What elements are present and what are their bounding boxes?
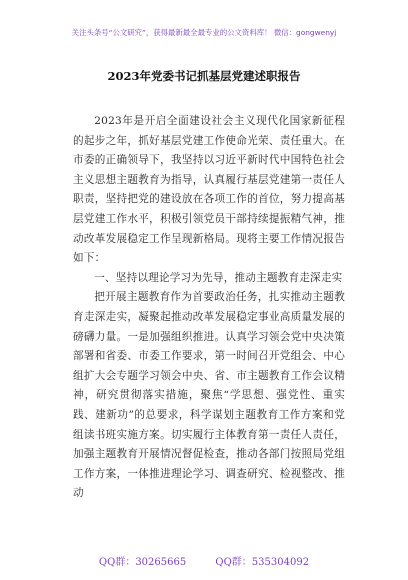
document-body <box>73 112 345 504</box>
footer-qq-group-2: QQ群：535304092 <box>215 557 310 568</box>
footer-contacts <box>0 553 408 568</box>
header-banner: 关注头条号“公文研究”，获得最新最全最专业的公文资料库！ 微信：gongwenyj <box>71 28 337 37</box>
section-paragraph: 把开展主题教育作为首要政治任务，扎实推动主题教育走深走实，凝聚起推动改革发展稳定事业高质量发展的磅礴力量。一是加强组织推进。认真学习领会党中央决策部署和省委、市委工作要求，第一时间召开党组会、中心组扩大会专题学习领会中央、省、市主题教育工作会议精神，研究贯彻落实措施，聚焦“学思想、强党性、重实践、建新功”的总要求，科学谋划主题教育工作方案和党组读书班实施方案。切实履行主体教育第一责任人责任，加强主题教育开展情况督促检查，推动各部门按照局党组工作方案，一体推进理论学习、调查研究、检视整改、推动 <box>73 291 345 500</box>
document-title: 2023年党委书记抓基层党建述职报告 <box>107 69 301 83</box>
intro-paragraph: 2023年是开启全面建设社会主义现代化国家新征程的起步之年，抓好基层党建工作使命光荣、责任重大。在市委的正确领导下，我坚持以习近平新时代中国特色社会主义思想主题教育为指导，认真履行基层党建第一责任人职责，坚持把党的建设放在各项工作的首位，努力提高基层党建工作水平，积极引领党员干部持续提振精气神，推动改革发展稳定工作呈现新格局。现将主要工作情况报告如下： <box>73 115 345 265</box>
section-heading: 一、坚持以理论学习为先导，推动主题教育走深走实 <box>94 271 343 284</box>
footer-qq-group-1: QQ群：30265665 <box>98 557 187 568</box>
